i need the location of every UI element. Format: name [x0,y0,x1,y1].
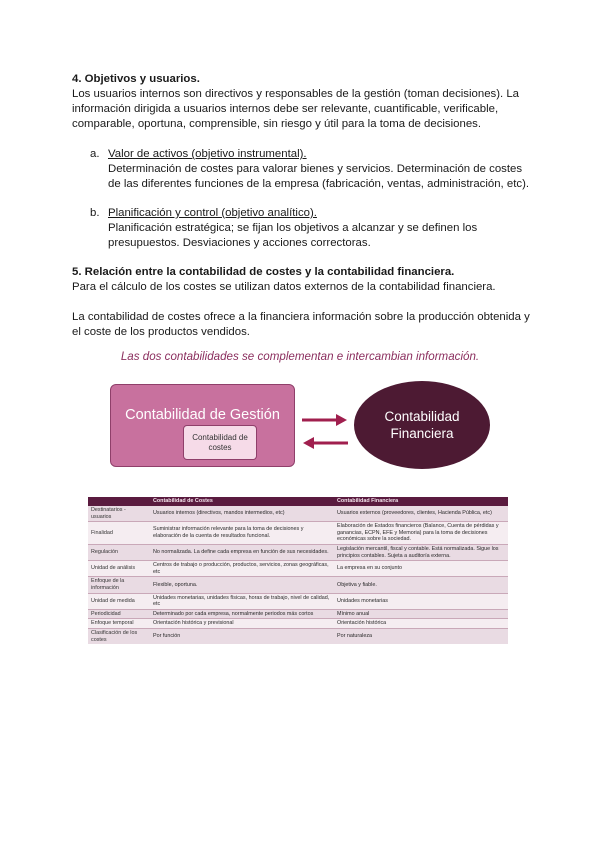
row-financiera: Orientación histórica [334,619,508,629]
list-item-b-title: Planificación y control (objetivo analítico). [108,207,317,219]
row-costes: Centros de trabajo o producción, productos, servicios, zonas geográficas, etc [150,561,334,577]
contabilidad-costes-label: Contabilidad de costes [192,432,248,452]
list-item-a-text: Determinación de costes para valorar bienes y servicios. Determinación de costes de las diferentes funciones de la empresa (fabricación, ventas, administración, etc). [108,163,530,190]
section-4-intro: Los usuarios internos son directivos y responsables de la gestión (toman decisiones). La información dirigida a usuarios internos debe ser relevante, cuantificable, verificable, comparable, oportuna, comprensible, sin riesgo y útil para la toma de decisiones. [72,88,520,130]
row-label: Enfoque temporal [88,619,150,629]
list-item-b [108,206,530,251]
row-financiera: Usuarios externos (proveedores, clientes, Hacienda Pública, etc) [334,506,508,522]
table-header-costes: Contabilidad de Costes [150,497,334,506]
table-row [88,522,508,545]
row-financiera: Mínimo anual [334,609,508,619]
list-marker-a: a. [90,148,100,160]
diagram-caption: Las dos contabilidades se complementan e intercambian información. [120,350,480,363]
row-financiera: Por naturaleza [334,628,508,644]
row-costes: Unidades monetarias, unidades físicas, horas de trabajo, nivel de calidad, etc [150,593,334,609]
exchange-arrows [300,408,350,456]
section-5-heading: 5. Relación entre la contabilidad de costes y la contabilidad financiera. [72,266,455,278]
left-arrow-icon [303,437,348,449]
row-label: Destinatarios - usuarios [88,506,150,522]
table-header-financiera: Contabilidad Financiera [334,497,508,506]
row-financiera: Elaboración de Estados financieros (Balance, Cuenta de pérdidas y ganancias, ECPN, EFE y Memoria) para la toma de decisiones económicas sobre la sociedad. [334,522,508,545]
row-costes: Usuarios internos (directivos, mandos intermedios, etc) [150,506,334,522]
row-label: Regulación [88,544,150,560]
row-costes: Suministrar información relevante para la toma de decisiones y elaboración de la cuenta de resultados funcional. [150,522,334,545]
row-label: Enfoque de la información [88,577,150,593]
financiera-line-2: Financiera [390,426,454,441]
row-financiera: Legislación mercantil, fiscal y contable. Está normalizada. Sigue los principios contables. Sujeta a auditoría externa. [334,544,508,560]
financiera-line-1: Contabilidad [384,409,460,424]
row-costes: Determinado por cada empresa, normalmente periodos más cortos [150,609,334,619]
table-row [88,506,508,522]
contabilidad-costes-box [183,425,257,460]
list-item-a-title: Valor de activos (objetivo instrumental). [108,148,307,160]
right-arrow-icon [302,414,347,426]
section-4-heading: 4. Objetivos y usuarios. [72,73,200,85]
table-row [88,593,508,609]
section-5-paragraph-2: La contabilidad de costes ofrece a la financiera información sobre la producción obtenida y el coste de los productos vendidos. [72,311,530,338]
row-label: Finalidad [88,522,150,545]
list-marker-b: b. [90,207,100,219]
row-costes: No normalizada. La define cada empresa en función de sus necesidades. [150,544,334,560]
comparison-table [88,497,508,644]
table-row [88,577,508,593]
contabilidad-financiera-ellipse [354,381,490,469]
contabilidad-gestion-title: Contabilidad de Gestión [125,407,280,423]
table-row [88,609,508,619]
row-costes: Por función [150,628,334,644]
table-header-empty [88,497,150,506]
row-label: Periodicidad [88,609,150,619]
row-label: Unidad de medida [88,593,150,609]
row-financiera: Unidades monetarias [334,593,508,609]
row-financiera: La empresa en su conjunto [334,561,508,577]
table-row [88,561,508,577]
table-row [88,619,508,629]
section-5-paragraph-1: Para el cálculo de los costes se utilizan datos externos de la contabilidad financiera. [72,281,496,293]
table-header-row [88,497,508,506]
row-label: Unidad de análisis [88,561,150,577]
row-financiera: Objetiva y fiable. [334,577,508,593]
row-costes: Orientación histórica y previsional [150,619,334,629]
table-row [88,544,508,560]
contabilidad-gestion-box [110,384,295,467]
list-item-a [108,147,530,192]
row-label: Clasificación de los costes [88,628,150,644]
list-item-b-text: Planificación estratégica; se fijan los objetivos a alcanzar y se definen los presupuestos. Desviaciones y acciones correctoras. [108,222,478,249]
table-row [88,628,508,644]
row-costes: Flexible, oportuna. [150,577,334,593]
